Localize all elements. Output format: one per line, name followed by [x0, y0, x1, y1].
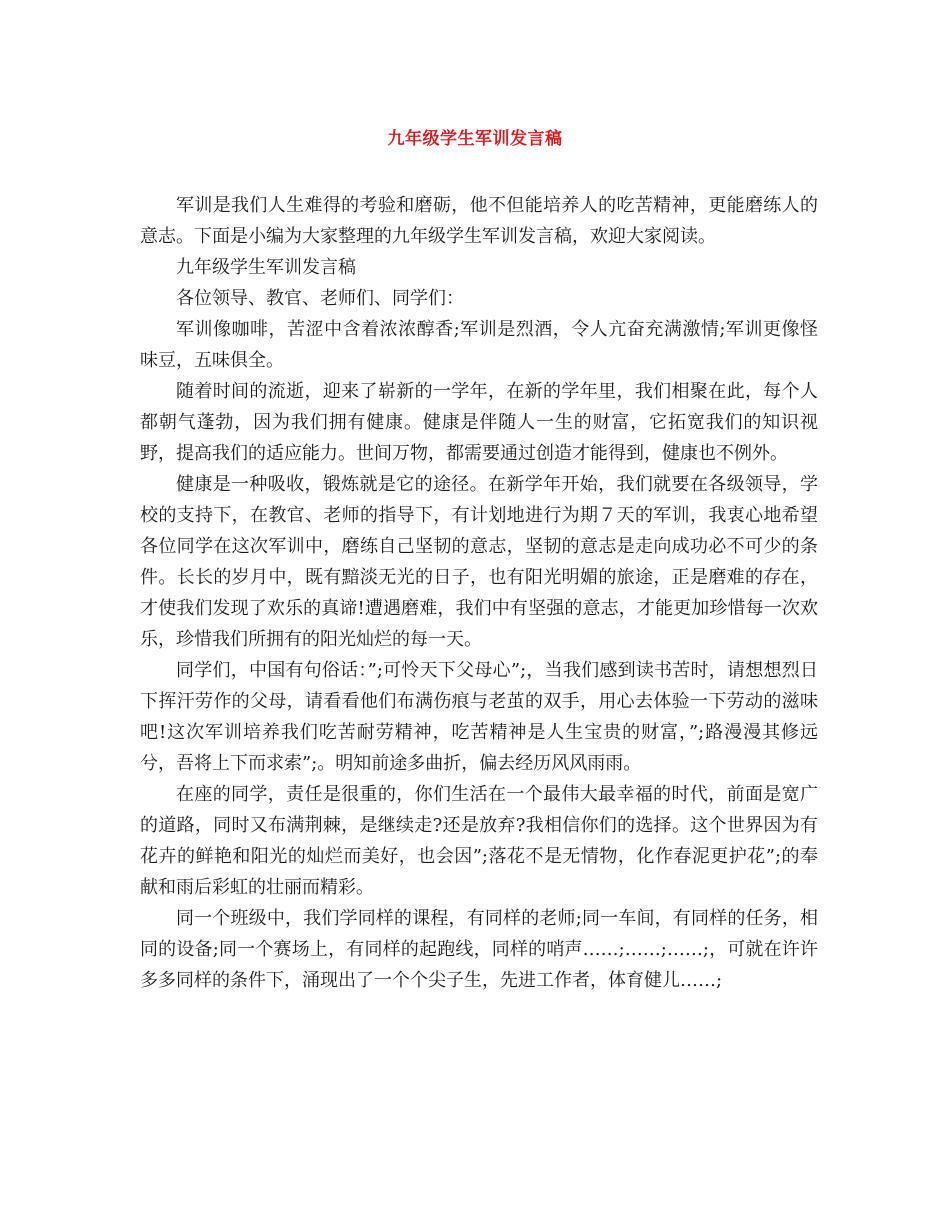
paragraph: 同一个班级中，我们学同样的课程，有同样的老师;同一车间，有同样的任务，相同的设备;同一个赛场上，有同样的起跑线，同样的哨声……;……;……;，可就在许许多多同样的条件下，涌现出了一个个尖子生，先进工作者，体育健儿……; [140, 908, 818, 991]
document-body [140, 190, 818, 996]
paragraph: 在座的同学，责任是很重的，你们生活在一个最伟大最幸福的时代，前面是宽广的道路，同时又布满荆棘，是继续走?还是放弃?我相信你们的选择。这个世界因为有花卉的鲜艳和阳光的灿烂而美好，也会因”;落花不是无情物，化作春泥更护花”;的奉献和雨后彩虹的壮丽而精彩。 [140, 784, 818, 898]
paragraph: 随着时间的流逝，迎来了崭新的一学年，在新的学年里，我们相聚在此，每个人都朝气蓬勃，因为我们拥有健康。健康是伴随人一生的财富，它拓宽我们的知识视野，提高我们的适应能力。世间万物，都需要通过创造才能得到，健康也不例外。 [140, 381, 818, 464]
paragraph: 军训像咖啡，苦涩中含着浓浓醇香;军训是烈酒，令人亢奋充满激情;军训更像怪味豆，五味俱全。 [140, 319, 818, 371]
paragraph: 九年级学生军训发言稿 [176, 257, 356, 278]
paragraph: 各位领导、教官、老师们、同学们： [176, 288, 464, 309]
paragraph: 军训是我们人生难得的考验和磨砺，他不但能培养人的吃苦精神，更能磨练人的意志。下面是小编为大家整理的九年级学生军训发言稿，欢迎大家阅读。 [140, 195, 818, 247]
paragraph: 同学们，中国有句俗话：”;可怜天下父母心”;，当我们感到读书苦时，请想想烈日下挥汗劳作的父母，请看看他们布满伤痕与老茧的双手，用心去体验一下劳动的滋味吧!这次军训培养我们吃苦耐劳精神，吃苦精神是人生宝贵的财富，”;路漫漫其修远兮，吾将上下而求索”;。明知前途多曲折，偏去经历风风雨雨。 [140, 660, 818, 774]
document-title: 九年级学生军训发言稿 [387, 129, 563, 149]
paragraph: 健康是一种吸收，锻炼就是它的途径。在新学年开始，我们就要在各级领导，学校的支持下，在教官、老师的指导下，有计划地进行为期７天的军训，我衷心地希望各位同学在这次军训中，磨练自己坚韧的意志，坚韧的意志是走向成功必不可少的条件。长长的岁月中，既有黯淡无光的日子，也有阳光明媚的旅途，正是磨难的存在，才使我们发现了欢乐的真谛!遭遇磨难，我们中有坚强的意志，才能更加珍惜每一次欢乐，珍惜我们所拥有的阳光灿烂的每一天。 [140, 474, 818, 650]
